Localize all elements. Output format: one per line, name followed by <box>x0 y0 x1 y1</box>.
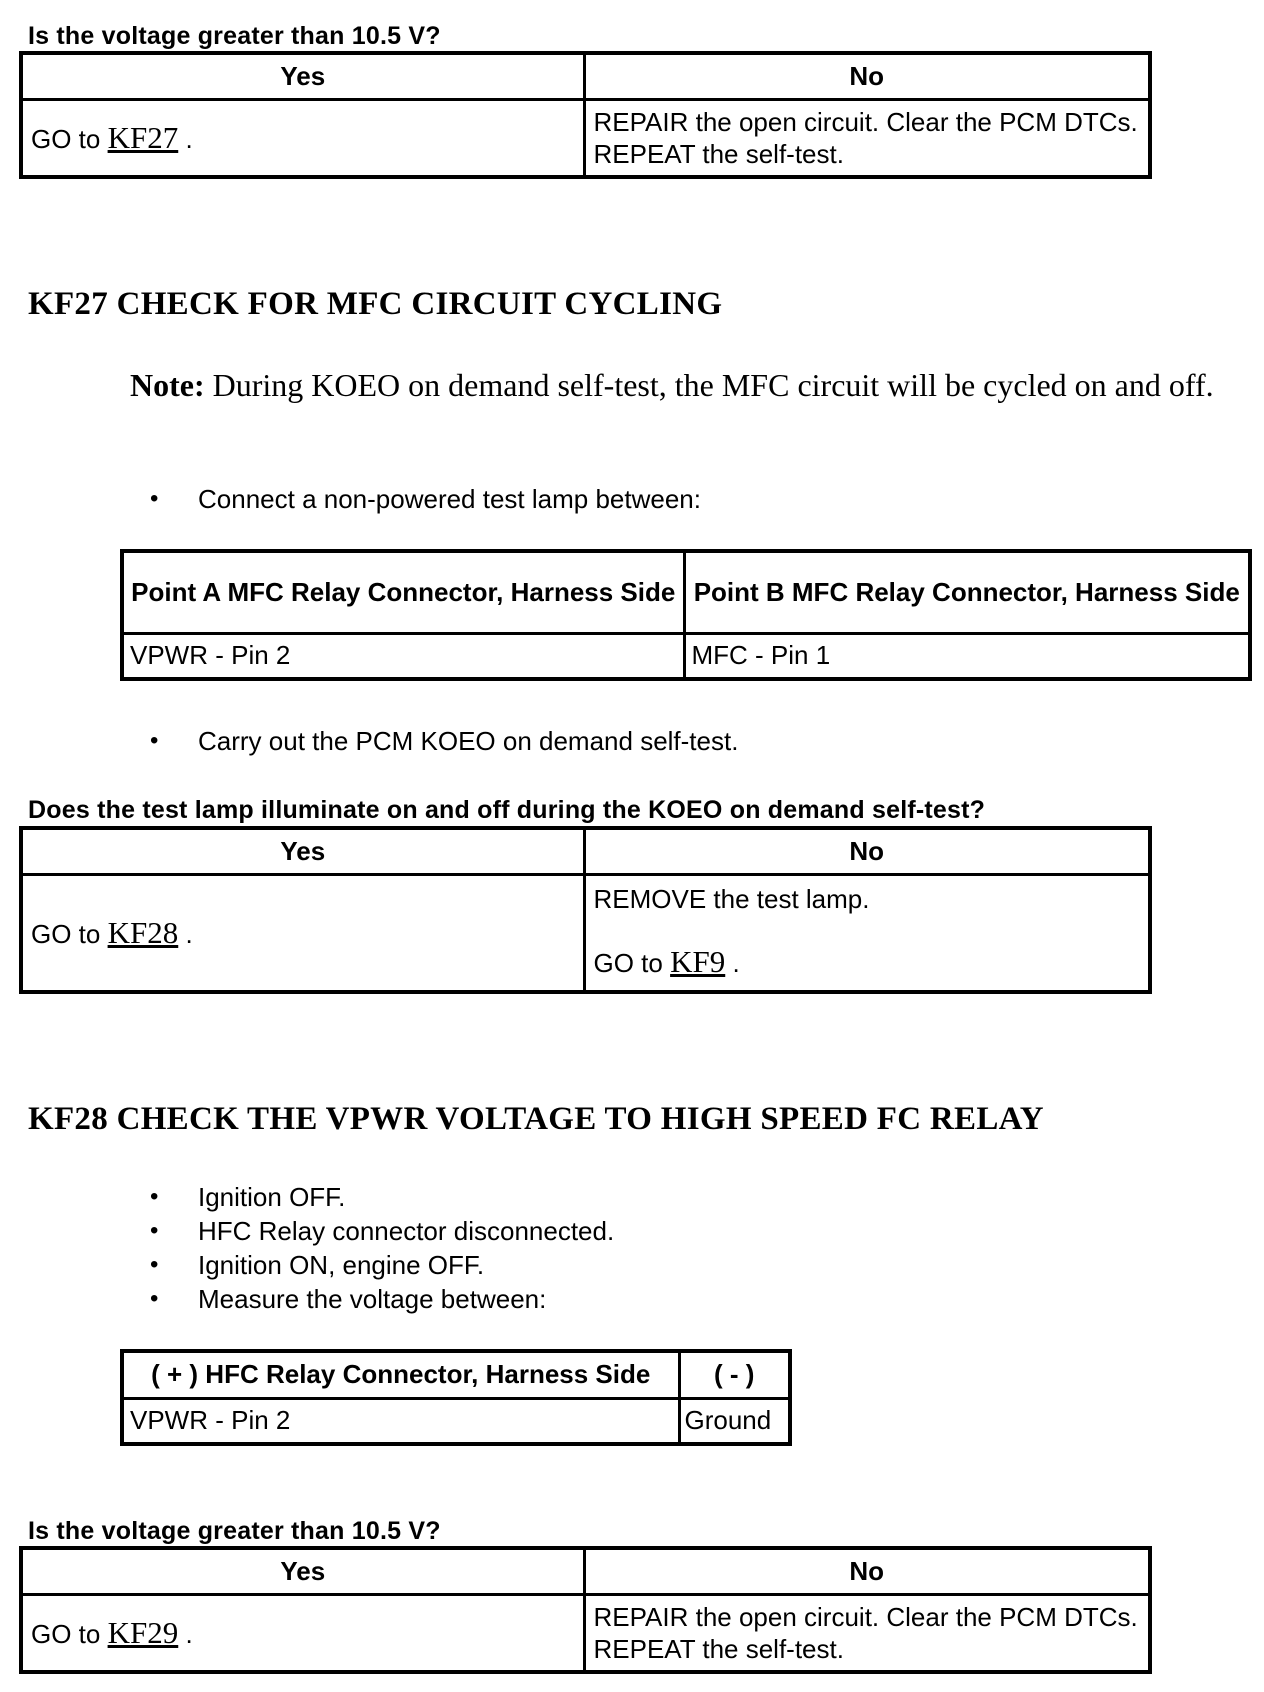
list-item: • HFC Relay connector disconnected. <box>128 1214 614 1248</box>
yes-no-table-1 <box>19 51 1152 179</box>
test-lamp-points-table <box>120 549 1252 681</box>
no-cell <box>584 874 1150 992</box>
yes-header: Yes <box>21 53 584 99</box>
list-item: • Measure the voltage between: <box>128 1282 614 1316</box>
no-cell: REPAIR the open circuit. Clear the PCM DTCs. REPEAT the self-test. <box>584 99 1150 177</box>
bullet-list-kf27-1 <box>128 482 701 516</box>
no-header: No <box>584 53 1150 99</box>
bullet-list-kf28 <box>128 1180 614 1316</box>
voltage-measure-table <box>120 1349 792 1446</box>
link-kf27[interactable]: KF27 <box>107 119 179 155</box>
yes-header: Yes <box>21 828 584 874</box>
no-cell: REPAIR the open circuit. Clear the PCM DTCs. REPEAT the self-test. <box>584 1594 1150 1672</box>
yes-prefix: GO to <box>31 1618 101 1649</box>
yes-no-table-2 <box>19 826 1152 994</box>
link-kf28[interactable]: KF28 <box>107 914 179 950</box>
question-test-lamp: Does the test lamp illuminate on and off during the KOEO on demand self-test? <box>28 796 986 824</box>
negative-header: ( - ) <box>679 1351 790 1398</box>
list-item: • Carry out the PCM KOEO on demand self-test. <box>128 724 738 758</box>
note-label: Note: <box>130 367 205 403</box>
yes-no-table-3 <box>19 1546 1152 1674</box>
no-suffix: . <box>732 947 740 978</box>
no-line-remove: REMOVE the test lamp. <box>593 883 870 914</box>
yes-cell <box>21 99 584 177</box>
point-a-header: Point A MFC Relay Connector, Harness Side <box>122 551 684 633</box>
yes-prefix: GO to <box>31 918 101 949</box>
yes-suffix: . <box>185 918 193 949</box>
negative-value: Ground <box>679 1398 790 1444</box>
question-voltage-2: Is the voltage greater than 10.5 V? <box>28 1517 441 1545</box>
note-text: During KOEO on demand self-test, the MFC circuit will be cycled on and off. <box>212 367 1214 403</box>
yes-cell <box>21 874 584 992</box>
no-prefix: GO to <box>593 947 663 978</box>
note-kf27 <box>130 366 1240 405</box>
yes-cell <box>21 1594 584 1672</box>
no-header: No <box>584 828 1150 874</box>
heading-kf27: KF27 CHECK FOR MFC CIRCUIT CYCLING <box>28 286 723 322</box>
list-item: • Ignition OFF. <box>128 1180 614 1214</box>
point-a-value: VPWR - Pin 2 <box>122 633 684 679</box>
heading-kf28: KF28 CHECK THE VPWR VOLTAGE TO HIGH SPEED FC RELAY <box>28 1101 1044 1137</box>
positive-header: ( + ) HFC Relay Connector, Harness Side <box>122 1351 679 1398</box>
yes-suffix: . <box>185 123 193 154</box>
link-kf29[interactable]: KF29 <box>107 1614 179 1650</box>
yes-prefix: GO to <box>31 123 101 154</box>
no-header: No <box>584 1548 1150 1594</box>
yes-header: Yes <box>21 1548 584 1594</box>
link-kf9[interactable]: KF9 <box>670 943 726 979</box>
no-line-goto <box>594 944 1141 980</box>
positive-value: VPWR - Pin 2 <box>122 1398 679 1444</box>
point-b-value: MFC - Pin 1 <box>684 633 1250 679</box>
question-voltage-1: Is the voltage greater than 10.5 V? <box>28 22 441 50</box>
list-item: • Connect a non-powered test lamp between: <box>128 482 701 516</box>
list-item: • Ignition ON, engine OFF. <box>128 1248 614 1282</box>
point-b-header: Point B MFC Relay Connector, Harness Side <box>684 551 1250 633</box>
bullet-list-kf27-2 <box>128 724 738 758</box>
yes-suffix: . <box>185 1618 193 1649</box>
